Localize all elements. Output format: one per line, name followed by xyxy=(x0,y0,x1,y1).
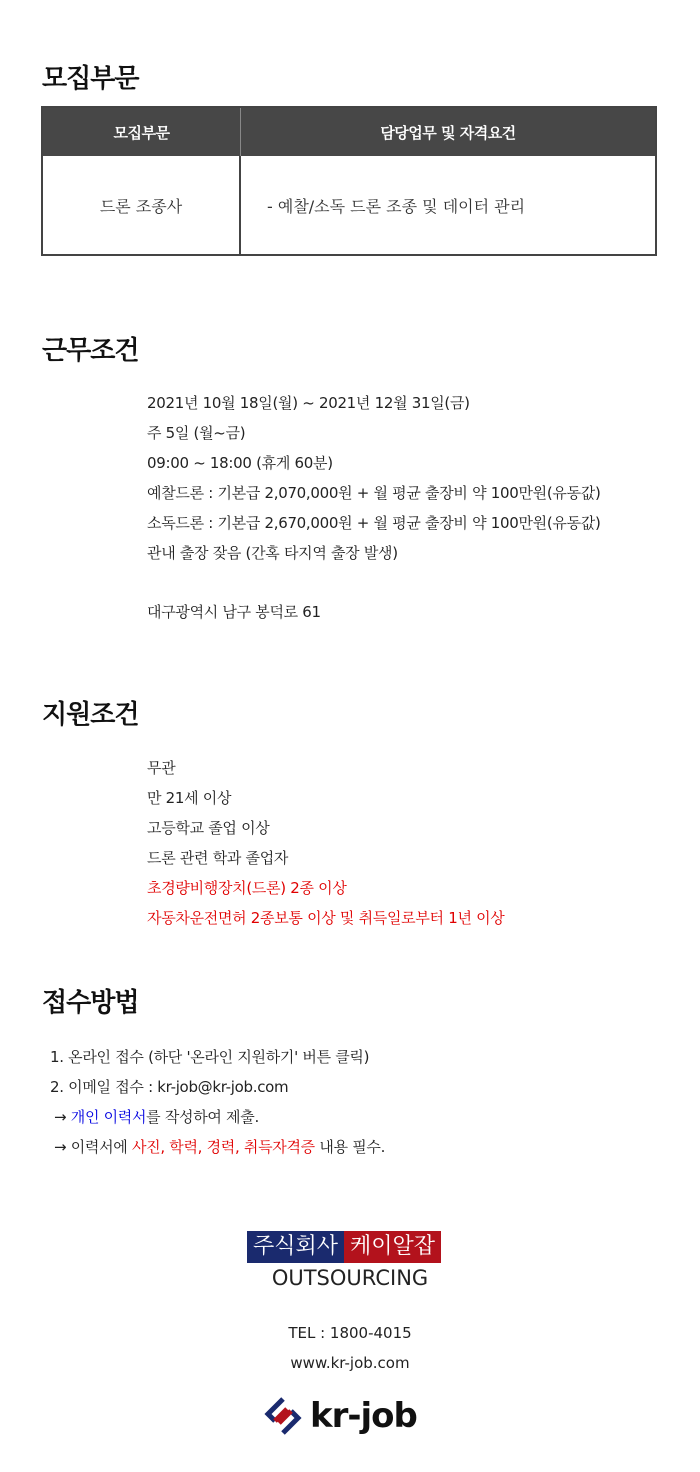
row-value: 2021년 10월 18일(월) ~ 2021년 12월 31일(금) xyxy=(147,394,470,412)
row-value: 자동차운전면허 2종보통 이상 및 취득일로부터 1년 이상 xyxy=(147,909,505,927)
method-line-email: 2. 이메일 접수 : kr-job@kr-job.com xyxy=(50,1078,289,1096)
company-logo xyxy=(247,1231,441,1263)
row-value: 소독드론 : 기본급 2,670,000원 + 월 평균 출장비 약 100만원(유동값) xyxy=(147,514,601,532)
row-value: 예찰드론 : 기본급 2,070,000원 + 월 평균 출장비 약 100만원(유동값) xyxy=(147,484,601,502)
required-prefix: → 이력서에 xyxy=(54,1138,132,1156)
table-header-duties: 담당업무 및 자격요건 xyxy=(241,108,655,156)
section-heading-work: 근무조건 xyxy=(42,336,139,366)
table-cell-duties: - 예찰/소독 드론 조종 및 데이터 관리 xyxy=(267,196,526,216)
required-suffix: 내용 필수. xyxy=(314,1138,386,1156)
section-heading-method: 접수방법 xyxy=(42,988,139,1018)
resume-suffix: 를 작성하여 제출. xyxy=(146,1108,259,1126)
row-value: 만 21세 이상 xyxy=(147,789,232,807)
section-heading-apply-conditions: 지원조건 xyxy=(42,700,139,730)
logo-company-type: 주식회사 xyxy=(247,1231,344,1263)
row-value: 09:00 ~ 18:00 (휴게 60분) xyxy=(147,454,333,472)
required-items: 사진, 학력, 경력, 취득자격증 xyxy=(131,1138,315,1156)
recruit-table xyxy=(41,106,657,256)
resume-link[interactable]: 개인 이력서 xyxy=(70,1108,147,1126)
row-value: 무관 xyxy=(147,759,176,777)
logo-company-name: 케이알잡 xyxy=(344,1231,441,1263)
row-value: 주 5일 (월~금) xyxy=(147,424,246,442)
method-line-resume xyxy=(54,1106,259,1127)
section-heading-recruit: 모집부문 xyxy=(42,64,139,94)
table-header-position: 모집부문 xyxy=(43,108,241,156)
row-value: 관내 출장 잦음 (간혹 타지역 출장 발생) xyxy=(147,544,398,562)
kr-job-diamond-logo-icon xyxy=(262,1395,304,1437)
contact-tel: TEL : 1800-4015 xyxy=(288,1324,412,1342)
logo-subtitle: OUTSOURCING xyxy=(271,1266,429,1290)
method-line-online: 1. 온라인 접수 (하단 '온라인 지원하기' 버튼 클릭) xyxy=(50,1048,370,1066)
brand-logo xyxy=(262,1394,417,1438)
arrow-text: → xyxy=(54,1108,71,1126)
contact-website[interactable]: www.kr-job.com xyxy=(290,1354,410,1372)
table-cell-position: 드론 조종사 xyxy=(43,156,241,254)
row-value: 대구광역시 남구 봉덕로 61 xyxy=(147,603,321,621)
row-value: 초경량비행장치(드론) 2종 이상 xyxy=(147,879,347,897)
row-value: 고등학교 졸업 이상 xyxy=(147,819,270,837)
row-value: 드론 관련 학과 졸업자 xyxy=(147,849,289,867)
method-line-required-items xyxy=(54,1136,385,1157)
brand-name: kr-job xyxy=(310,1396,417,1436)
